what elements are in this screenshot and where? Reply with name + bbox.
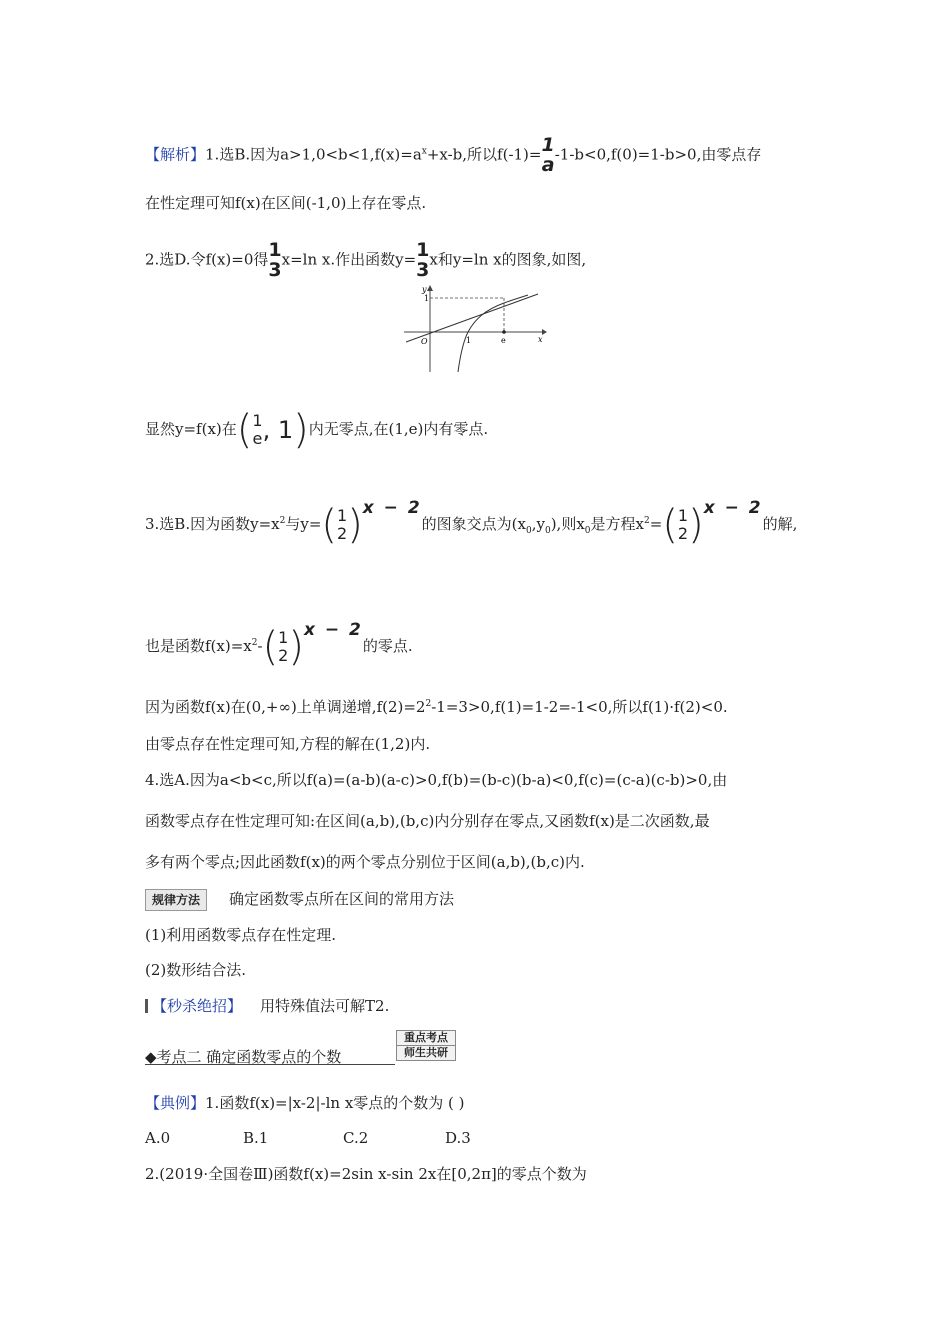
function-graph (400, 282, 548, 374)
choice-a: A.0 (145, 1129, 171, 1147)
tick-x-e: e (501, 336, 506, 345)
method-badge: 规律方法 (145, 889, 207, 911)
solution-1-line-1: 【解析】1.选B.因为$a>1,0<b<1,f(x)=a^x+x-b$,所以f(-1)= 1 a -1-b<0,f(0)=1-b>0,由零点存 (145, 134, 762, 176)
example-question-2: 2.(2019·全国卷Ⅲ)函数f(x)=2sin x-sin 2x在[0,2π]的零点个数为 (145, 1165, 587, 1183)
method-heading (145, 889, 454, 911)
solution-3-line-4: 由零点存在性定理可知,方程的解在(1,2)内. (145, 735, 431, 753)
analysis-tag: 【解析】 (145, 145, 206, 164)
solution-4-line-1: 4.选A.因为a<b<c,所以f(a)=(a-b)(a-c)>0,f(b)=(b-c)(b-a)<0,f(c)=(c-a)(c-b)>0,由 (145, 771, 728, 789)
origin-label: O (421, 337, 428, 346)
method-title: 确定函数零点所在区间的常用方法 (229, 890, 455, 908)
trick-text: 用特殊值法可解T2. (260, 997, 390, 1015)
ln-x-curve (458, 295, 528, 372)
section-title: ◆考点二 确定函数零点的个数 (145, 1048, 342, 1066)
fraction-1-over-e: 1 e (252, 410, 263, 448)
trick-line (145, 996, 389, 1016)
method-item-1: (1)利用函数零点存在性定理. (145, 926, 337, 944)
key-point-badge: 重点考点 师生共研 (396, 1030, 456, 1061)
fraction-1-over-2-c: 1 2 (278, 627, 289, 665)
point-e (502, 330, 506, 334)
fraction-1-over-3-b: 1 3 (416, 239, 430, 281)
choice-d: D.3 (445, 1129, 471, 1147)
solution-3-line-1: 3.选B.因为函数$y=x^2$与y=( 1 2 )x − 2的图象交点为$(x_0,y_0)$,则$x_0$是方程$x^2=$( 1 2 )x − 2的解, (145, 498, 798, 548)
example-question-1: 【典例】1.函数f(x)=|x-2|-ln x零点的个数为 ( ) (145, 1094, 465, 1112)
solution-4-line-2: 函数零点存在性定理可知:在区间(a,b),(b,c)内分别存在零点,又函数f(x)是二次函数,最 (145, 812, 710, 830)
choice-c: C.2 (343, 1129, 369, 1147)
y-axis-label: y (422, 285, 427, 294)
solution-1-line-2: 在性定理可知f(x)在区间(-1,0)上存在零点. (145, 194, 427, 212)
method-item-2: (2)数形结合法. (145, 961, 247, 979)
fraction-1-over-a: 1 a (541, 134, 555, 176)
solution-3-line-3: 因为函数f(x)在(0,+∞)上单调递增$,f(2)=2^2-1=3>0,f(1)=1-2=-1<0$,所以f(1)·f(2)<0. (145, 698, 728, 716)
example-tag: 【典例】 (145, 1094, 206, 1112)
fraction-1-over-2-b: 1 2 (677, 505, 689, 543)
fraction-1-over-2: 1 2 (337, 505, 348, 543)
trick-tag: 【秒杀绝招】 (152, 997, 243, 1015)
tick-y-1: 1 (424, 294, 430, 303)
solution-4-line-3: 多有两个零点;因此函数f(x)的两个零点分别位于区间(a,b),(b,c)内. (145, 853, 585, 871)
solution-2-line-2: 显然y=f(x)在( 1 e , 1)内无零点,在(1,e)内有零点. (145, 407, 489, 453)
solution-3-line-2: 也是函数$f(x)=x^2-$( 1 2 )x − 2的零点. (145, 620, 413, 670)
tick-x-1: 1 (466, 336, 472, 345)
choice-b: B.1 (243, 1129, 269, 1147)
section-underline (145, 1064, 395, 1065)
solution-2-line-1: 2.选D.令f(x)=0得 1 3 x=ln x.作出函数y= 1 3 x和y=ln x的图象,如图, (145, 239, 587, 281)
fraction-1-over-3: 1 3 (268, 239, 282, 281)
x-axis-label: x (538, 335, 543, 344)
trick-bar (145, 999, 148, 1013)
